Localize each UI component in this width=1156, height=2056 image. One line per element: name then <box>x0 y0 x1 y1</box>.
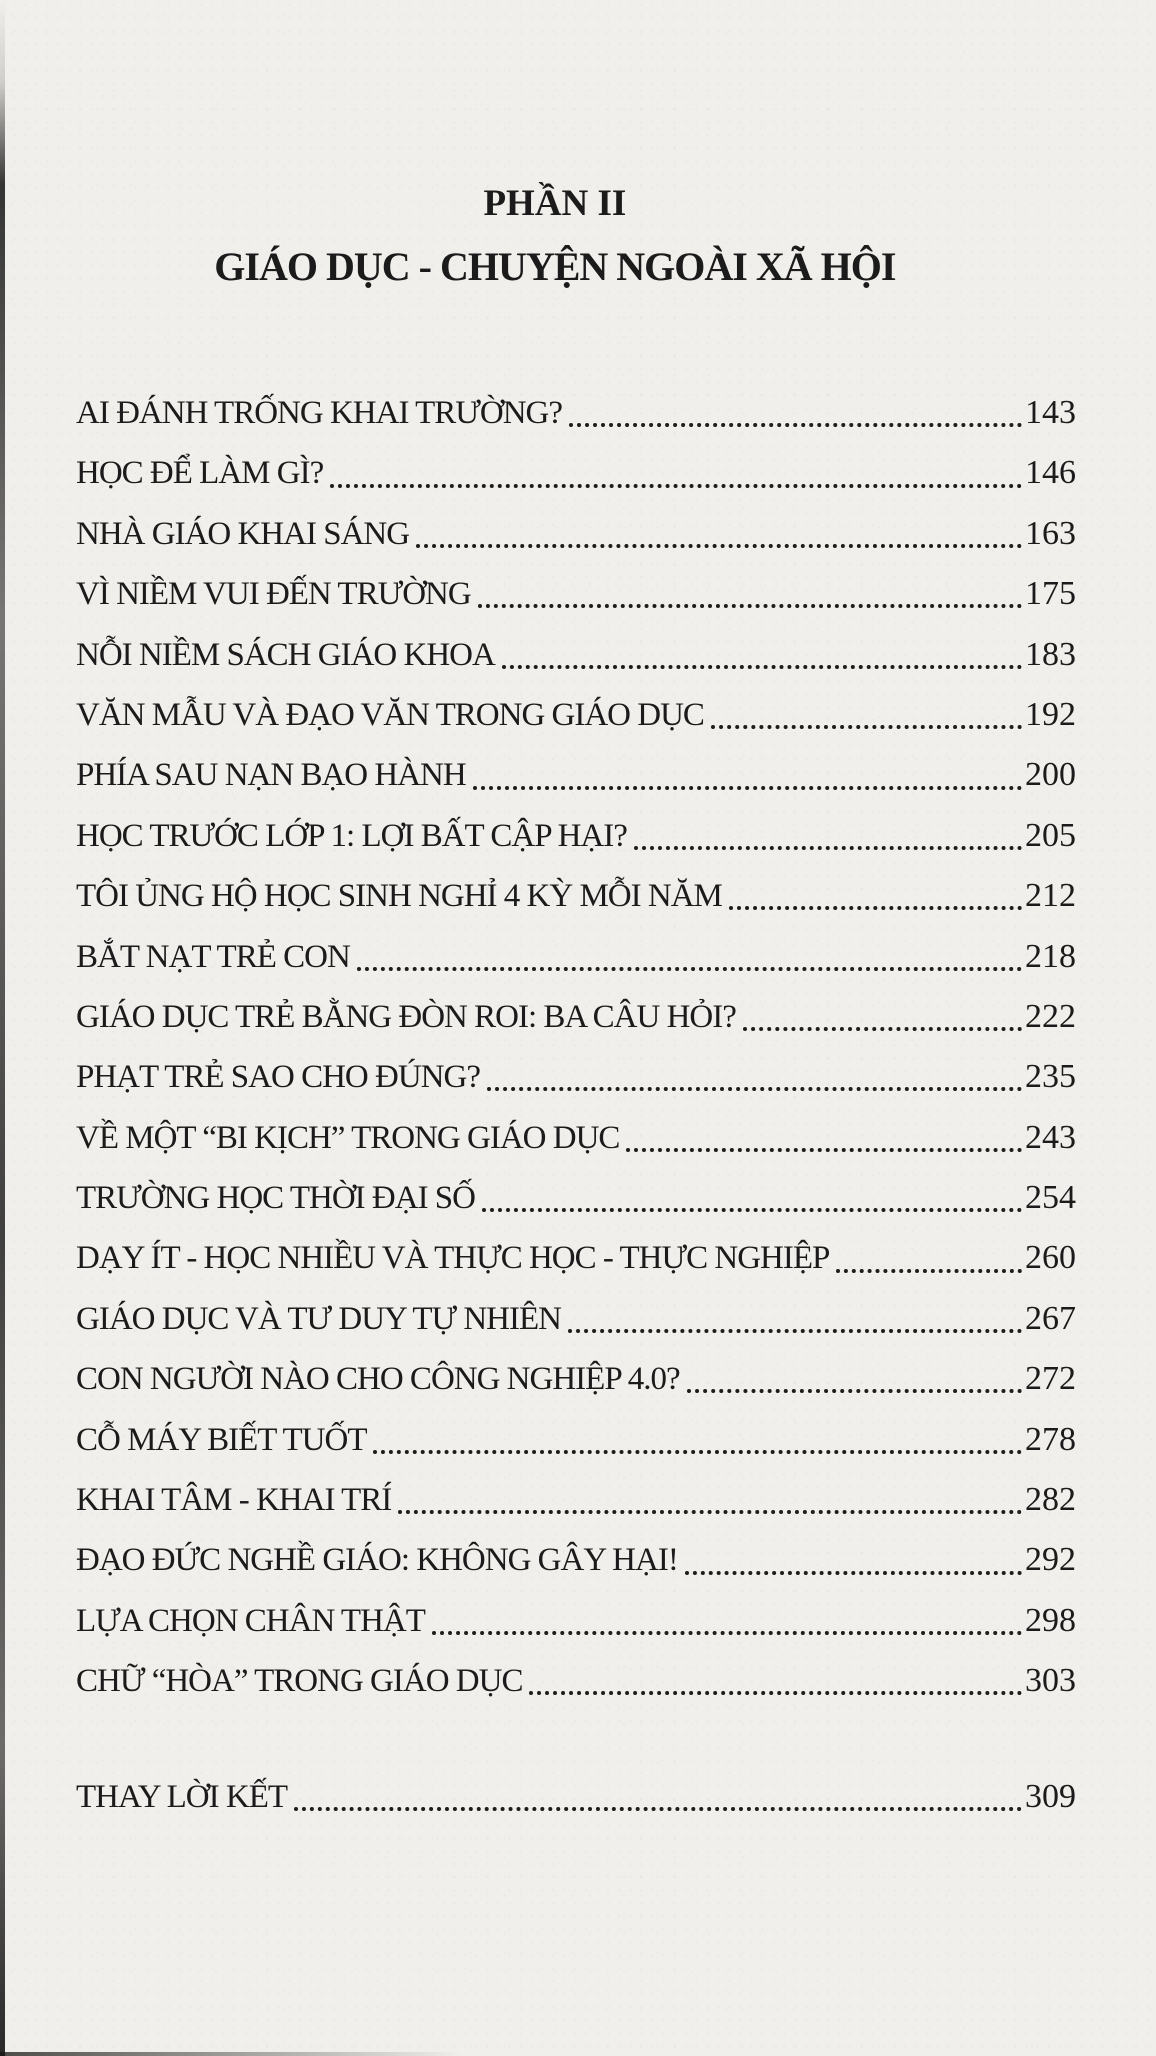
toc-entry <box>76 1410 1076 1470</box>
toc-entry <box>76 927 1076 987</box>
toc-entry-title: NỖI NIỀM SÁCH GIÁO KHOA <box>76 636 495 673</box>
toc-entry-list <box>76 383 1076 1712</box>
toc-entry-title: HỌC ĐỂ LÀM GÌ? <box>76 455 324 492</box>
toc-entry <box>76 806 1076 866</box>
toc-entry-page-number: 222 <box>1025 997 1076 1035</box>
toc-entry-title: TRƯỜNG HỌC THỜI ĐẠI SỐ <box>76 1180 475 1217</box>
toc-entry-page-number: 143 <box>1025 394 1076 431</box>
toc-entry-page-number: 175 <box>1025 575 1076 613</box>
toc-entry-title: VỀ MỘT “BI KỊCH” TRONG GIÁO DỤC <box>76 1119 620 1156</box>
table-of-contents <box>76 383 1076 1827</box>
toc-entry <box>76 987 1076 1047</box>
toc-entry <box>76 1108 1076 1168</box>
toc-entry <box>76 1651 1076 1711</box>
toc-entry-page-number: 163 <box>1025 514 1076 552</box>
dot-leader <box>685 1571 1022 1575</box>
toc-entry-page-number: 212 <box>1025 877 1076 915</box>
dot-leader <box>711 725 1022 729</box>
toc-entry <box>76 625 1076 685</box>
toc-entry-title: GIÁO DỤC TRẺ BẰNG ĐÒN ROI: BA CÂU HỎI? <box>76 998 736 1035</box>
toc-entry-title: AI ĐÁNH TRỐNG KHAI TRƯỜNG? <box>76 395 563 431</box>
toc-entry <box>76 1591 1076 1651</box>
toc-entry <box>76 443 1076 503</box>
scan-bottom-shadow <box>0 2052 462 2056</box>
toc-entry-title: KHAI TÂM - KHAI TRÍ <box>76 1482 392 1519</box>
toc-entry-title: VÌ NIỀM VUI ĐẾN TRƯỜNG <box>76 576 471 613</box>
dot-leader <box>502 665 1022 669</box>
dot-leader <box>687 1389 1022 1393</box>
toc-entry <box>76 1228 1076 1288</box>
toc-entry-page-number: 278 <box>1025 1420 1076 1458</box>
dot-leader <box>478 604 1022 608</box>
toc-entry-title: THAY LỜI KẾT <box>76 1778 288 1815</box>
toc-entry-page-number: 205 <box>1025 816 1076 854</box>
toc-entry-page-number: 292 <box>1025 1541 1076 1579</box>
toc-entry-title: PHÍA SAU NẠN BẠO HÀNH <box>76 757 466 794</box>
toc-entry-page-number: 298 <box>1025 1601 1076 1639</box>
toc-entry <box>76 745 1076 805</box>
toc-entry-title: ĐẠO ĐỨC NGHỀ GIÁO: KHÔNG GÂY HẠI! <box>76 1542 678 1579</box>
toc-entry <box>76 1047 1076 1107</box>
dot-leader <box>398 1510 1022 1514</box>
toc-entry <box>76 383 1076 443</box>
toc-entry-title: PHẠT TRẺ SAO CHO ĐÚNG? <box>76 1059 480 1096</box>
toc-entry-title: NHÀ GIÁO KHAI SÁNG <box>76 515 410 552</box>
dot-leader <box>634 846 1022 850</box>
dot-leader <box>487 1087 1022 1091</box>
toc-entry-page-number: 146 <box>1025 454 1076 492</box>
toc-entry <box>76 504 1076 564</box>
toc-entry-page-number: 192 <box>1025 695 1076 733</box>
toc-entry <box>76 1168 1076 1228</box>
toc-entry-title: CON NGƯỜI NÀO CHO CÔNG NGHIỆP 4.0? <box>76 1361 680 1398</box>
toc-entry-title: VĂN MẪU VÀ ĐẠO VĂN TRONG GIÁO DỤC <box>76 696 704 733</box>
dot-leader <box>568 1329 1022 1333</box>
toc-entry-title: GIÁO DỤC VÀ TƯ DUY TỰ NHIÊN <box>76 1300 561 1337</box>
toc-entry-title: CỖ MÁY BIẾT TUỐT <box>76 1421 367 1458</box>
part-title: GIÁO DỤC - CHUYỆN NGOÀI XÃ HỘI <box>214 244 896 289</box>
toc-entry-page-number: 243 <box>1025 1118 1076 1156</box>
dot-leader <box>330 484 1022 488</box>
dot-leader <box>529 1691 1022 1695</box>
toc-entry-title: TÔI ỦNG HỘ HỌC SINH NGHỈ 4 KỲ MỖI NĂM <box>76 878 722 915</box>
dot-leader <box>294 1807 1022 1811</box>
toc-entry-page-number: 309 <box>1025 1777 1076 1815</box>
toc-entry-page-number: 260 <box>1025 1239 1076 1277</box>
part-label: PHẦN II <box>483 183 627 224</box>
toc-entry-title: BẮT NẠT TRẺ CON <box>76 938 350 975</box>
toc-entry-page-number: 303 <box>1025 1662 1076 1700</box>
toc-entry-title: CHỮ “HÒA” TRONG GIÁO DỤC <box>76 1663 523 1700</box>
toc-entry-page-number: 254 <box>1025 1179 1076 1217</box>
toc-entry <box>76 1289 1076 1349</box>
toc-entry <box>76 1470 1076 1530</box>
toc-entry <box>76 685 1076 745</box>
toc-entry-title: DẠY ÍT - HỌC NHIỀU VÀ THỰC HỌC - THỰC NGHIỆP <box>76 1240 830 1277</box>
toc-entry-closing <box>76 1767 1076 1827</box>
toc-entry <box>76 1349 1076 1409</box>
toc-entry-page-number: 200 <box>1025 756 1076 794</box>
dot-leader <box>569 423 1022 427</box>
dot-leader <box>626 1148 1022 1152</box>
toc-entry-page-number: 282 <box>1025 1481 1076 1519</box>
dot-leader <box>836 1269 1022 1273</box>
toc-entry-page-number: 218 <box>1025 937 1076 975</box>
dot-leader <box>729 906 1022 910</box>
dot-leader <box>357 967 1022 971</box>
toc-entry <box>76 564 1076 624</box>
toc-entry-page-number: 183 <box>1025 635 1076 673</box>
toc-entry-page-number: 267 <box>1025 1299 1076 1337</box>
toc-entry <box>76 1530 1076 1590</box>
dot-leader <box>416 544 1022 548</box>
dot-leader <box>373 1450 1022 1454</box>
toc-entry-page-number: 235 <box>1025 1058 1076 1096</box>
dot-leader <box>743 1027 1022 1031</box>
scan-gutter-shadow <box>0 0 5 2056</box>
toc-entry-title: HỌC TRƯỚC LỚP 1: LỢI BẤT CẬP HẠI? <box>76 817 627 854</box>
toc-entry-page-number: 272 <box>1025 1360 1076 1398</box>
dot-leader <box>432 1631 1022 1635</box>
toc-entry-title: LỰA CHỌN CHÂN THẬT <box>76 1602 425 1639</box>
toc-entry <box>76 866 1076 926</box>
dot-leader <box>473 786 1022 790</box>
dot-leader <box>482 1208 1022 1212</box>
